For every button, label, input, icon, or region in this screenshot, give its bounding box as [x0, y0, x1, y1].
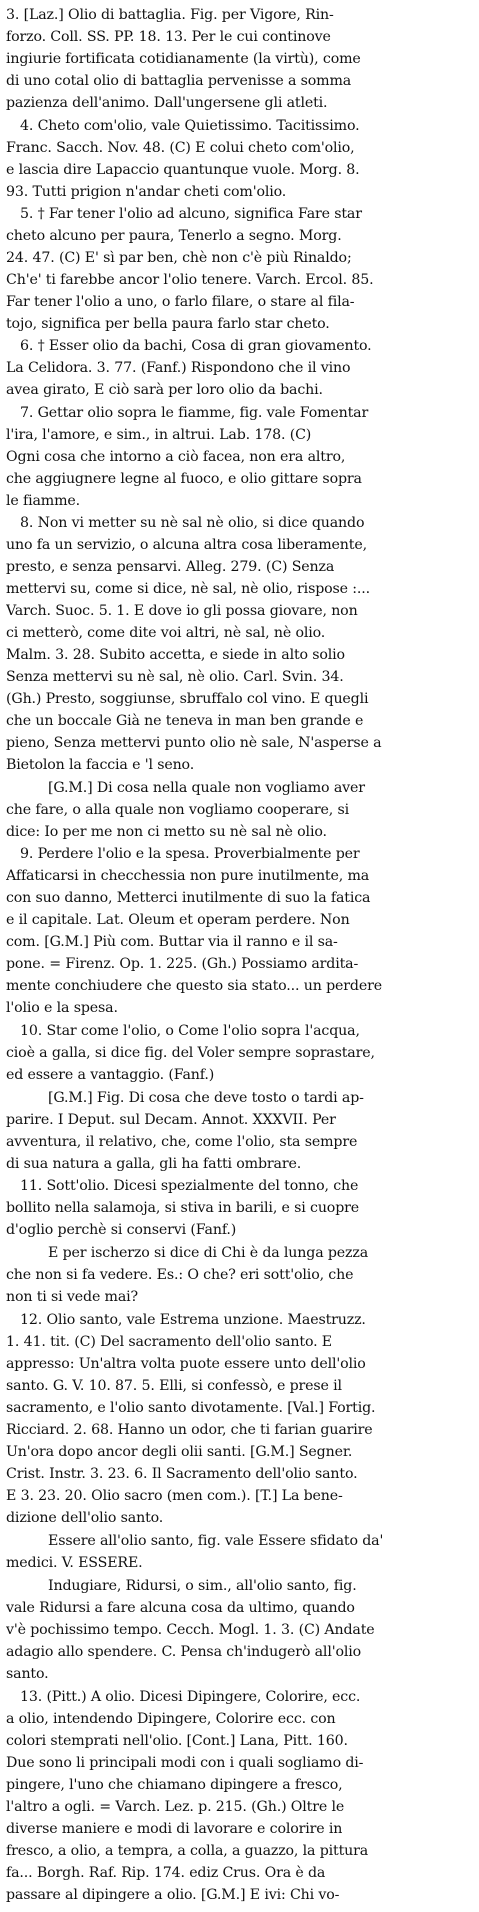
- entry-7-line-5: le fiamme.: [6, 493, 81, 509]
- entry-11-line-1: 11. Sott'olio. Dicesi spezialmente del tonno, che: [20, 1178, 359, 1194]
- sub-entry-essere-line-2: medici. V. ESSERE.: [6, 1555, 143, 1571]
- entry-10-line-1: 10. Star come l'olio, o Come l'olio sopra l'acqua,: [20, 1023, 360, 1039]
- entry-12-line-7: Un'ora dopo ancor degli olii santi. [G.M.] Segner.: [6, 1444, 353, 1460]
- entry-8-line-3: presto, e senza pensarvi. Alleg. 279. (C) Senza: [6, 559, 335, 575]
- entry-9-line-8: l'olio e la spesa.: [6, 1000, 118, 1016]
- entry-12-line-5: sacramento, e l'olio santo divotamente. [Val.] Fortig.: [6, 1400, 376, 1416]
- entry-13-line-1: 13. (Pitt.) A olio. Dicesi Dipingere, Colorire, ecc.: [20, 1689, 361, 1705]
- entry-13-line-6: l'altro a ogli. = Varch. Lez. p. 215. (Gh.) Oltre le: [6, 1799, 345, 1815]
- gm-note-1-line-1: [G.M.] Di cosa nella quale non vogliamo aver: [48, 780, 365, 796]
- entry-3-line-5: pazienza dell'animo. Dall'ungersene gli atleti.: [6, 95, 328, 111]
- entry-8-line-11: pieno, Senza mettervi punto olio nè sale, N'asperse a: [6, 735, 382, 751]
- entry-13-line-10: passare al dipingere a olio. [G.M.] E ivi: Chi vo-: [6, 1887, 340, 1903]
- entry-8-line-10: che un boccale Già ne teneva in man ben grande e: [6, 713, 364, 729]
- entry-12-line-3: appresso: Un'altra volta puote essere unto dell'olio: [6, 1356, 366, 1372]
- entry-7-line-1: 7. Gettar olio sopra le fiamme, fig. vale Fomentar: [20, 405, 369, 421]
- entry-12-line-2: 1. 41. tit. (C) Del sacramento dell'olio santo. E: [6, 1334, 333, 1350]
- sub-entry-indugiare-line-5: santo.: [6, 1666, 49, 1682]
- entry-8-line-2: uno fa un servizio, o alcuna altra cosa liberamente,: [6, 537, 367, 553]
- entry-5-line-5: Far tener l'olio a uno, o farlo filare, o stare al fila-: [6, 294, 355, 310]
- entry-10-line-2: cioè a galla, si dice fig. del Voler sempre soprastare,: [6, 1045, 375, 1061]
- entry-8-line-1: 8. Non vi metter su nè sal nè olio, si dice quando: [20, 515, 365, 531]
- entry-13-line-3: colori stemprati nell'olio. [Cont.] Lana, Pitt. 160.: [6, 1733, 348, 1749]
- gm-note-2-line-3: avventura, il relativo, che, come l'olio, sta sempre: [6, 1134, 358, 1150]
- entry-10-line-3: ed essere a vantaggio. (Fanf.): [6, 1067, 215, 1083]
- gm-note-1-line-3: dice: Io per me non ci metto su nè sal nè olio.: [6, 824, 327, 840]
- entry-13-line-4: Due sono li principali modi con i quali sogliamo di-: [6, 1755, 364, 1771]
- entry-12-line-8: Crist. Instr. 3. 23. 6. Il Sacramento dell'olio santo.: [6, 1466, 358, 1482]
- entry-5-line-6: tojo, significa per bella paura farlo star cheto.: [6, 316, 330, 332]
- sub-entry-indugiare-line-4: adagio allo spendere. C. Pensa ch'indugerò all'olio: [6, 1644, 362, 1660]
- entry-4-line-4: 93. Tutti prigion n'andar cheti com'olio.: [6, 184, 287, 200]
- sub-note-line-2: che non si fa vedere. Es.: O che? eri sott'olio, che: [6, 1267, 354, 1283]
- entry-8-line-6: ci metterò, come dite voi altri, nè sal, nè olio.: [6, 625, 326, 641]
- entry-9-line-6: pone. = Firenz. Op. 1. 225. (Gh.) Possiamo ardita-: [6, 956, 359, 972]
- entry-12-line-10: dizione dell'olio santo.: [6, 1510, 164, 1526]
- entry-8-line-7: Malm. 3. 28. Subito accetta, e siede in alto solio: [6, 647, 345, 663]
- entry-8-line-8: Senza mettervi su nè sal, nè olio. Carl. Svin. 34.: [6, 669, 344, 685]
- entry-13-line-2: a olio, intendendo Dipingere, Colorire ecc. con: [6, 1711, 336, 1727]
- entry-13-line-7: diverse maniere e modi di lavorare e colorire in: [6, 1821, 343, 1837]
- sub-entry-indugiare-line-3: v'è pochissimo tempo. Cecch. Mogl. 1. 3. (C) Andate: [6, 1622, 375, 1638]
- entry-13-line-8: fresco, a olio, a tempra, a colla, a guazzo, la pittura: [6, 1843, 369, 1859]
- sub-entry-indugiare-line-2: vale Ridursi a fare alcuna cosa da ultimo, quando: [6, 1600, 355, 1616]
- entry-6-line-3: avea girato, E ciò sarà per loro olio da bachi.: [6, 382, 323, 398]
- entry-12-line-9: E 3. 23. 20. Olio sacro (men com.). [T.] La bene-: [6, 1488, 343, 1504]
- entry-7-line-3: Ogni cosa che intorno a ciò facea, non era altro,: [6, 449, 346, 465]
- entry-9-line-3: con suo danno, Metterci inutilmente di suo la fatica: [6, 890, 371, 906]
- gm-note-1-line-2: che fare, o alla quale non vogliamo cooperare, si: [6, 802, 349, 818]
- entry-8-line-12: Bietolon la faccia e 'l seno.: [6, 757, 195, 773]
- entry-7-line-4: che aggiugnere legne al fuoco, e olio gittare sopra: [6, 471, 362, 487]
- entry-11-line-3: d'oglio perchè si conservi (Fanf.): [6, 1222, 237, 1238]
- entry-9-line-2: Affaticarsi in checchessia non pure inutilmente, ma: [6, 868, 370, 884]
- entry-13-line-9: fa... Borgh. Raf. Rip. 174. ediz Crus. Ora è da: [6, 1865, 326, 1881]
- entry-8-line-9: (Gh.) Presto, soggiunse, sbruffalo col vino. E quegli: [6, 691, 369, 707]
- entry-11-line-2: bollito nella salamoja, si stiva in barili, e si cuopre: [6, 1200, 360, 1216]
- entry-7-line-2: l'ira, l'amore, e sim., in altrui. Lab. 178. (C): [6, 427, 312, 443]
- sub-note-line-1: E per ischerzo si dice di Chi è da lunga pezza: [48, 1245, 369, 1261]
- entry-5-line-3: 24. 47. (C) E' sì par ben, chè non c'è più Rinaldo;: [6, 250, 352, 266]
- entry-13-line-5: pingere, l'uno che chiamano dipingere a fresco,: [6, 1777, 343, 1793]
- entry-3-line-3: ingiurie fortificata cotidianamente (la virtù), come: [6, 51, 361, 67]
- entry-5-line-1: 5. † Far tener l'olio ad alcuno, significa Fare star: [20, 206, 362, 222]
- entry-9-line-1: 9. Perdere l'olio e la spesa. Proverbialmente per: [20, 846, 360, 862]
- sub-entry-indugiare-line-1: Indugiare, Ridursi, o sim., all'olio santo, fig.: [48, 1578, 357, 1594]
- entry-5-line-2: cheto alcuno per paura, Tenerlo a segno. Morg.: [6, 228, 342, 244]
- gm-note-2-line-1: [G.M.] Fig. Di cosa che deve tosto o tardi ap-: [48, 1090, 364, 1106]
- entry-3-line-1: 3. [Laz.] Olio di battaglia. Fig. per Vigore, Rin-: [6, 7, 334, 23]
- entry-8-line-4: mettervi su, come si dice, nè sal, nè olio, rispose :...: [6, 581, 370, 597]
- sub-entry-essere-line-1: Essere all'olio santo, fig. vale Essere sfidato da': [48, 1533, 384, 1549]
- entry-5-line-4: Ch'e' ti farebbe ancor l'olio tenere. Varch. Ercol. 85.: [6, 272, 374, 288]
- entry-9-line-5: com. [G.M.] Più com. Buttar via il ranno e il sa-: [6, 934, 338, 950]
- entry-12-line-6: Ricciard. 2. 68. Hanno un odor, che ti farian guarire: [6, 1422, 373, 1438]
- entry-4-line-3: e lascia dire Lapaccio quantunque vuole. Morg. 8.: [6, 162, 360, 178]
- gm-note-2-line-2: parire. I Deput. sul Decam. Annot. XXXVII. Per: [6, 1112, 336, 1128]
- entry-9-line-7: mente conchiudere che questo sia stato... un perdere: [6, 978, 382, 994]
- entry-12-line-1: 12. Olio santo, vale Estrema unzione. Maestruzz.: [20, 1312, 366, 1328]
- entry-6-line-1: 6. † Esser olio da bachi, Cosa di gran giovamento.: [20, 338, 372, 354]
- entry-3-line-2: forzo. Coll. SS. PP. 18. 13. Per le cui continove: [6, 29, 331, 45]
- entry-9-line-4: e il capitale. Lat. Oleum et operam perdere. Non: [6, 912, 350, 928]
- sub-note-line-3: non ti si vede mai?: [6, 1289, 139, 1305]
- entry-3-line-4: di uno cotal olio di battaglia pervenisse a somma: [6, 73, 352, 89]
- entry-8-line-5: Varch. Suoc. 5. 1. E dove io gli possa giovare, non: [6, 603, 358, 619]
- gm-note-2-line-4: di sua natura a galla, gli ha fatti ombrare.: [6, 1156, 302, 1172]
- entry-6-line-2: La Celidora. 3. 77. (Fanf.) Rispondono che il vino: [6, 360, 351, 376]
- entry-12-line-4: santo. G. V. 10. 87. 5. Elli, si confessò, e prese il: [6, 1378, 342, 1394]
- entry-4-line-1: 4. Cheto com'olio, vale Quietissimo. Tacitissimo.: [20, 118, 360, 134]
- entry-4-line-2: Franc. Sacch. Nov. 48. (C) E colui cheto com'olio,: [6, 140, 355, 156]
